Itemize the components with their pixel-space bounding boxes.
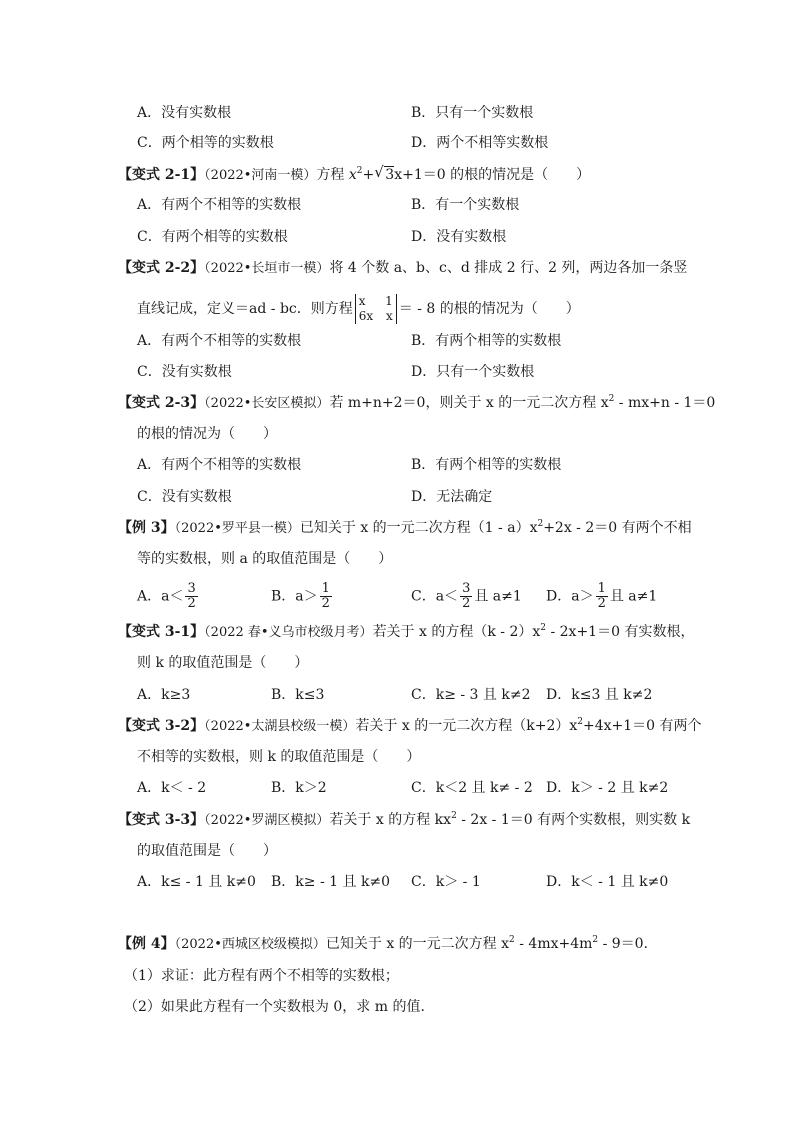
question-tag: 【例 3】 xyxy=(118,520,175,536)
denominator: 2 xyxy=(187,596,196,611)
question-source: （2022 春•义乌市校级月考） xyxy=(204,625,373,640)
option-d: D．无法确定 xyxy=(411,489,493,505)
stem-text: 若关于 x 的一元二次方程（k+2）x xyxy=(355,718,578,734)
option-c xyxy=(411,582,522,611)
question-v32-stem xyxy=(118,716,702,737)
question-v22-stem xyxy=(118,258,687,279)
sqrt-radicand: 3 xyxy=(385,167,395,183)
option-b: B．有两个相等的实数根 xyxy=(411,457,562,473)
stem-text: x+1＝0 的根的情况是（ ） xyxy=(394,167,591,183)
option-b xyxy=(271,582,334,611)
question-tag: 【变式 2-2】 xyxy=(118,260,205,276)
option-a: A．k＜ - 2 xyxy=(137,780,207,796)
denominator: 2 xyxy=(321,596,330,611)
option-c: C．k＜2 且 k≠ - 2 xyxy=(411,780,533,796)
stem-text: 将 4 个数 a、b、c、d 排成 2 行、2 列，两边各加一条竖 xyxy=(329,260,688,276)
option-c: C．两个相等的实数根 xyxy=(137,135,274,151)
question-v31-stem xyxy=(118,622,694,643)
exponent: 2 xyxy=(356,166,363,176)
option-c: C．没有实数根 xyxy=(137,364,232,380)
sub-question-1: （1）求证：此方程有两个不相等的实数根； xyxy=(124,968,399,984)
option-text: C．a＜ xyxy=(411,588,459,605)
question-v21-stem xyxy=(118,165,590,186)
exponent: 2 xyxy=(608,394,615,404)
option-a xyxy=(137,582,200,611)
plus-sign: + xyxy=(362,167,375,183)
option-d: D．两个不相等实数根 xyxy=(411,135,549,151)
option-b: B．有一个实数根 xyxy=(411,197,520,213)
stem-text: 已知关于 x 的一元二次方程（1 - a）x xyxy=(299,520,538,536)
stem-text: - 2x+1＝0 有实数根， xyxy=(546,624,695,640)
question-v31-stem-line2: 则 k 的取值范围是（ ） xyxy=(137,655,309,671)
exponent: 2 xyxy=(540,623,547,633)
numerator: 3 xyxy=(462,581,471,596)
question-ex3-stem xyxy=(118,518,692,539)
stem-text: - 2x - 1＝0 有两个实数根，则实数 k xyxy=(456,812,691,828)
question-v33-stem xyxy=(118,810,690,831)
option-d: D．k＞ - 2 且 k≠2 xyxy=(546,780,669,796)
option-a: A．有两个不相等的实数根 xyxy=(137,457,302,473)
option-text: A．a＜ xyxy=(137,588,184,605)
option-d: D．k≤3 且 k≠2 xyxy=(546,687,653,703)
option-a: A．没有实数根 xyxy=(137,105,232,121)
question-tag: 【变式 2-1】 xyxy=(118,167,205,183)
fraction xyxy=(596,582,608,611)
question-ex3-stem-line2: 等的实数根，则 a 的取值范围是（ ） xyxy=(137,551,393,567)
option-c: C．k≥ - 3 且 k≠2 xyxy=(411,687,531,703)
stem-text: 若 m+n+2＝0，则关于 x 的一元二次方程 x xyxy=(329,395,609,411)
exponent: 2 xyxy=(577,717,583,727)
question-tag: 【变式 3-1】 xyxy=(118,624,205,640)
stem-text: - 4mx+4m xyxy=(514,936,593,952)
numerator: 3 xyxy=(187,581,196,596)
option-d: D．没有实数根 xyxy=(411,229,507,245)
option-c: C．没有实数根 xyxy=(137,489,232,505)
matrix-cell: x xyxy=(385,309,393,323)
option-b: B．k≥ - 1 且 k≠0 xyxy=(271,874,391,890)
question-v33-stem-line2: 的取值范围是（ ） xyxy=(137,843,277,859)
numerator: 1 xyxy=(597,581,606,596)
stem-text: 若关于 x 的方程 kx xyxy=(329,812,452,828)
question-tag: 【变式 3-3】 xyxy=(118,812,205,828)
fraction xyxy=(185,582,197,611)
stem-text: +2x - 2＝0 有两个不相 xyxy=(543,520,692,536)
fraction xyxy=(320,582,332,611)
question-tag: 【变式 3-2】 xyxy=(118,718,205,734)
question-source: （2022•罗平县一模） xyxy=(174,521,300,536)
matrix-cell: 6x xyxy=(358,309,374,323)
option-text: B．a＞ xyxy=(271,588,318,605)
option-b: B．有两个相等的实数根 xyxy=(411,333,562,349)
option-d: D．k＜ - 1 且 k≠0 xyxy=(546,874,669,890)
sqrt-symbol: √ 3 xyxy=(374,163,395,183)
option-text: 且 a≠1 xyxy=(474,588,522,605)
exponent: 2 xyxy=(592,935,599,945)
stem-text: 已知关于 x 的一元二次方程 x xyxy=(325,936,510,952)
matrix-cell: x xyxy=(358,294,366,308)
option-c: C．有两个相等的实数根 xyxy=(137,229,288,245)
variable-x: x xyxy=(348,167,357,183)
question-tag: 【例 4】 xyxy=(118,936,175,952)
question-source: （2022•长安区模拟） xyxy=(204,396,330,411)
question-source: （2022•罗湖区模拟） xyxy=(204,813,330,828)
option-d xyxy=(546,582,657,611)
numerator: 1 xyxy=(321,581,330,596)
stem-text: - mx+n - 1＝0 xyxy=(614,395,716,411)
stem-text: - 9＝0． xyxy=(598,936,658,952)
denominator: 2 xyxy=(462,596,471,611)
option-b: B．k＞2 xyxy=(271,780,327,796)
stem-text: 若关于 x 的方程（k - 2）x xyxy=(372,624,541,640)
question-tag: 【变式 2-3】 xyxy=(118,395,205,411)
option-text: D．a＞ xyxy=(546,588,594,605)
option-a: A．k≥3 xyxy=(137,687,191,703)
option-b: B．k≤3 xyxy=(271,687,325,703)
stem-text: +4x+1＝0 有两个 xyxy=(582,718,702,734)
option-c: C．k＞ - 1 xyxy=(411,874,481,890)
question-ex4-stem xyxy=(118,934,658,955)
question-source: （2022•太湖县校级一模） xyxy=(204,719,356,734)
question-v23-stem xyxy=(118,393,715,414)
exponent: 2 xyxy=(451,811,457,821)
question-source: （2022•河南一模） xyxy=(204,168,317,183)
matrix-cell: 1 xyxy=(385,294,393,308)
option-d: D．只有一个实数根 xyxy=(411,364,535,380)
question-v23-stem-line2: 的根的情况为（ ） xyxy=(137,426,277,442)
question-v22-stem-line2 xyxy=(137,294,580,324)
exponent: 2 xyxy=(509,935,515,945)
stem-text: 直线记成，定义＝ad - bc．则方程 xyxy=(137,301,353,317)
denominator: 2 xyxy=(597,596,606,611)
determinant xyxy=(355,294,397,324)
stem-text: ＝ - 8 的根的情况为（ ） xyxy=(398,301,580,317)
stem-text: 方程 xyxy=(316,167,349,183)
exponent: 2 xyxy=(537,519,544,529)
option-a: A．有两个不相等的实数根 xyxy=(137,333,302,349)
question-v32-stem-line2: 不相等的实数根，则 k 的取值范围是（ ） xyxy=(137,749,421,765)
sub-question-2: （2）如果此方程有一个实数根为 0，求 m 的值． xyxy=(124,999,435,1015)
option-text: 且 a≠1 xyxy=(609,588,658,605)
option-a: A．有两个不相等的实数根 xyxy=(137,197,302,213)
fraction xyxy=(460,582,472,611)
question-source: （2022•西城区校级模拟） xyxy=(174,937,326,952)
option-a: A．k≤ - 1 且 k≠0 xyxy=(137,874,256,890)
option-b: B．只有一个实数根 xyxy=(411,105,534,121)
question-source: （2022•长垣市一模） xyxy=(204,261,330,276)
